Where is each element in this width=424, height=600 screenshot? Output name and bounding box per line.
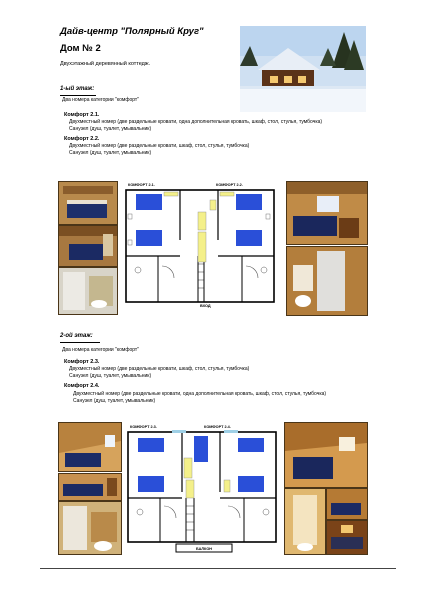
room-2-3-title: Комфорт 2.3.	[64, 359, 100, 365]
room-photo-8	[326, 520, 368, 555]
floor1-plan	[118, 180, 284, 314]
bathroom-photo-4	[284, 488, 326, 555]
footer-divider	[40, 568, 396, 569]
plan1-label-left: КОМФОРТ 2.1.	[128, 183, 155, 187]
plan2-bed	[194, 436, 208, 462]
plan1-bed	[236, 230, 262, 246]
plan1-label-right: КОМФОРТ 2.2.	[216, 183, 243, 187]
floor2-rooms-info: Два номера категории "комфорт"	[62, 347, 139, 353]
floor2-divider	[60, 342, 100, 343]
room-2-1-desc: Двухместный номер (две раздельные кровати, одна дополнительная кровать, шкаф, стол, стулья, тумбочка)	[69, 119, 323, 125]
plan2-label-right: КОМФОРТ 2.4.	[204, 425, 231, 429]
plan1-bed	[236, 194, 262, 210]
bathroom-photo-2	[286, 246, 368, 316]
plan2-bed	[138, 476, 164, 492]
floor1-heading: 1-ый этаж:	[60, 86, 95, 92]
bathroom-photo-1	[58, 267, 118, 315]
room-2-1-bath: Санузел (душ, туалет, умывальник)	[69, 126, 152, 132]
room-photo-6	[284, 422, 368, 488]
room-2-4-desc: Двухместный номер (две раздельные кровати, одна дополнительная кровать, шкаф, стол, стулья, тумбочка)	[73, 391, 327, 397]
bathroom-photo-3	[58, 501, 122, 555]
plan1-label-bottom: ВХОД	[200, 304, 211, 308]
house-title: Дом № 2	[60, 43, 101, 54]
room-photo-3	[286, 181, 368, 245]
room-photo-5	[58, 473, 122, 501]
floor2-plan	[120, 422, 284, 556]
room-photo-4	[58, 422, 122, 472]
room-2-3-desc: Двухместный номер (две раздельные кровати, шкаф, стол, стулья, тумбочка)	[69, 366, 250, 372]
floor1-rooms-info: Два номера категории "комфорт"	[62, 97, 139, 103]
room-2-1-title: Комфорт 2.1.	[64, 112, 100, 118]
plan2-label-left: КОМФОРТ 2.3.	[130, 425, 157, 429]
plan1-bed	[136, 194, 162, 210]
floor2-heading: 2-ой этаж:	[60, 333, 93, 339]
plan2-bed	[138, 438, 164, 452]
plan2-bed	[238, 438, 264, 452]
room-2-2-desc: Двухместный номер (две раздельные кровати, шкаф, стол, стулья, тумбочка)	[69, 143, 250, 149]
room-2-2-bath: Санузел (душ, туалет, умывальник)	[69, 150, 152, 156]
floor1-divider	[60, 95, 96, 96]
plan2-bed	[238, 476, 264, 492]
room-photo-2	[58, 225, 118, 267]
page-title: Дайв-центр "Полярный Круг"	[60, 26, 204, 37]
room-2-3-bath: Санузел (душ, туалет, умывальник)	[69, 373, 152, 379]
room-2-4-bath: Санузел (душ, туалет, умывальник)	[73, 398, 156, 404]
plan2-label-bottom: БАЛКОН	[196, 547, 213, 551]
room-photo-1	[58, 181, 118, 225]
room-photo-7	[326, 488, 368, 520]
room-2-2-title: Комфорт 2.2.	[64, 136, 100, 142]
cottage-photo	[240, 26, 366, 112]
room-2-4-title: Комфорт 2.4.	[64, 383, 100, 389]
plan1-bed	[136, 230, 162, 246]
house-intro: Двухэтажный деревянный коттедж.	[60, 61, 151, 67]
